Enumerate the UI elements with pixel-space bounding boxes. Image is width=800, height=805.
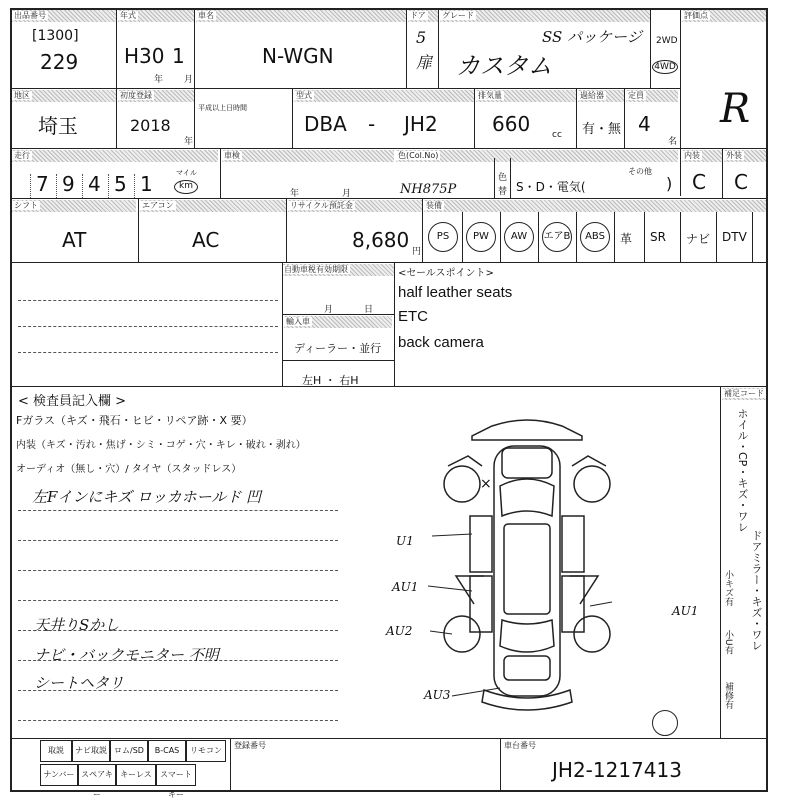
header-displacement: 排気量 [476,90,576,102]
drive-4wd-circled: 4WD [652,60,678,74]
header-sales-points: <セールスポイント> [398,268,494,279]
inspector-line-1: Fガラス（キズ・飛石・ヒビ・リペア跡・X 要） [16,414,253,427]
digit-separator [30,174,31,198]
handwritten-note-4: シートヘタリ [34,674,125,692]
hood [502,448,552,478]
mileage-unit-miles: マイル [176,169,197,177]
inspector-title: < 検査員記入欄 > [18,394,127,409]
header-region: 地区 [12,90,116,102]
wheel-rear-right [574,616,610,652]
grade-value: カスタム [456,52,552,80]
equipment-divider [500,212,501,262]
turbo-options: 有・無 [582,122,622,137]
equipment-7: ナビ [686,232,711,246]
damage-au1-left: AU1 [392,580,419,594]
header-recycle: リサイクル預託金 [288,200,422,212]
side-note-2: ドアミラー・キズ・ワレ [750,530,763,651]
paint-options: S・D・電気( [516,180,586,194]
inspection-year-unit: 年 [290,189,300,199]
first-reg-year-unit: 年 [184,137,194,147]
evaluation-score: R [720,86,751,132]
color-code: NH875P [400,182,457,197]
equipment-divider [716,212,717,262]
first-reg-year: 2018 [130,116,171,135]
small-circle-mark [652,710,678,736]
left-front-door [470,516,492,572]
side-note-5: 補修有 [723,682,733,709]
doors-value: 5 [416,28,427,47]
bottom-cell: スペアキー [78,764,116,786]
equipment-8: DTV [722,230,747,244]
wheel-front-left [444,466,480,502]
header-equipment: 装備 [424,200,766,212]
header-lot: 出品番号 [12,10,116,22]
header-interior: 内装 [682,150,722,162]
mileage-digit: 5 [114,172,127,196]
first-reg-note: 平成以上日時間 [198,104,247,112]
dealer-options: ディーラー・並行 [294,342,382,355]
mileage-digit: 1 [140,172,153,196]
shift-value: AT [62,228,87,252]
digit-separator [56,174,57,198]
equipment-1: PW [466,222,496,252]
header-model: 車名 [196,10,406,22]
color-label-2: 替 [498,187,508,197]
header-color: 色(Col.No) [396,150,678,162]
exterior-grade: C [734,170,748,194]
equipment-divider [576,212,577,262]
year-unit: 年 [154,75,164,85]
inspector-line-2: 内装（キズ・汚れ・焦げ・シミ・コゲ・穴・キレ・破れ・剥れ） [16,440,306,451]
model-code-dash: - [368,112,376,136]
color-label-1: 色 [498,173,508,183]
trunk [504,656,550,680]
bottom-cell: ナンバー [40,764,78,786]
equipment-5: 革 [620,232,633,246]
rear-bumper [482,690,572,710]
digit-separator [134,174,135,198]
side-note-3: 小キズ有 [723,570,733,606]
model-code-prefix: DBA [304,112,347,136]
paint-other: その他 [628,167,652,176]
side-note-1: ホイル・CP・キズ・ワレ [736,408,749,533]
mileage-digit: 9 [62,172,75,196]
ac-value: AC [192,228,220,252]
yen-unit: 円 [412,247,422,257]
equipment-divider [752,212,753,262]
equipment-divider [680,212,681,262]
mileage-unit-km: km [174,180,198,194]
header-doors: ドア [408,10,438,22]
right-front-door [562,516,584,572]
bottom-cell: B-CAS [148,740,186,762]
header-first-reg: 初度登録 [118,90,194,102]
header-exterior: 外装 [724,150,766,162]
header-capacity: 定員 [626,90,678,102]
bottom-cell: 取説 [40,740,72,762]
equipment-divider [614,212,615,262]
grade-extra: SS パッケージ [542,28,642,46]
month-unit: 月 [184,75,194,85]
steering-options: 左H ・ 右H [302,374,359,387]
header-shift: シフト [12,200,136,212]
sales-point-1: half leather seats [398,284,513,301]
doors-unit: 扉 [416,53,433,72]
paint-close: ) [666,174,673,193]
era-year: H30 [124,44,165,68]
tax-month-unit: 月 [324,305,334,315]
month: 1 [172,44,185,68]
header-import: 輸入車 [284,316,392,328]
chassis-label: 車台番号 [504,741,536,750]
roof [504,524,550,614]
equipment-divider [538,212,539,262]
windshield [500,479,554,516]
header-model-code: 型式 [294,90,474,102]
front-bumper [472,420,582,440]
damage-x-mark: × [480,476,492,492]
capacity-value: 4 [638,112,651,136]
recycle-fee: 8,680 [352,228,410,252]
header-turbo: 過給器 [578,90,624,102]
rear-window [500,620,554,652]
wheel-front-right [574,466,610,502]
model-code: JH2 [404,112,438,136]
digit-separator [108,174,109,198]
header-ac: エアコン [140,200,286,212]
reg-no-label: 登録番号 [234,741,266,750]
handwritten-note-1: 左Fインにキズ ロッカホールド 凹 [32,488,262,506]
equipment-0: PS [428,222,458,252]
right-front-fender [572,456,606,466]
equipment-6: SR [650,230,666,244]
inspector-line-3: オーディオ（無し・穴）/ タイヤ（スタッドレス） [16,464,242,475]
cc-unit: cc [552,130,562,140]
chassis-number: JH2-1217413 [552,758,682,782]
region-value: 埼玉 [38,114,78,138]
bottom-cell: キーレス [116,764,156,786]
bottom-cell: スマートキー [156,764,196,786]
drive-2wd: 2WD [656,36,678,46]
auction-sheet [10,8,768,799]
handwritten-note-3: ナビ・バックモニター 不明 [34,646,219,664]
damage-au3: AU3 [424,688,451,702]
header-tax-expiry: 自動車税有効期限 [282,264,394,276]
header-evaluation: 評価点 [682,10,766,22]
side-note-4: 小U有 [723,630,733,655]
displacement-value: 660 [492,112,531,136]
inspection-month-unit: 月 [342,189,352,199]
bottom-cell: ナビ取説 [72,740,110,762]
damage-u1: U1 [396,534,414,548]
model-name: N-WGN [262,44,334,68]
equipment-4: ABS [580,222,610,252]
sales-point-3: back camera [398,334,484,351]
equipment-3: エアB [542,222,572,252]
equipment-2: AW [504,222,534,252]
equipment-divider [462,212,463,262]
header-side: 補足コード [724,389,764,398]
mileage-digit: 7 [36,172,49,196]
damage-au2: AU2 [386,624,413,638]
digit-separator [82,174,83,198]
interior-grade: C [692,170,706,194]
header-inspection: 車検 [222,150,394,162]
lot-prefix: [1300] [32,28,79,44]
bottom-cell: リモコン [186,740,226,762]
header-grade: グレード [440,10,650,22]
tax-day-unit: 日 [364,305,374,315]
bottom-cell: ロム/SD [110,740,148,762]
left-front-fender [448,456,482,466]
equipment-divider [644,212,645,262]
damage-au1-right: AU1 [672,604,699,618]
capacity-unit: 名 [668,137,678,147]
lot-number: 229 [40,50,79,74]
header-year: 年式 [118,10,194,22]
mileage-digit: 4 [88,172,101,196]
handwritten-note-2: 天井りSかし [34,616,120,634]
car-diagram [412,406,642,716]
sales-point-2: ETC [398,308,428,325]
header-mileage: 走行 [12,150,218,162]
